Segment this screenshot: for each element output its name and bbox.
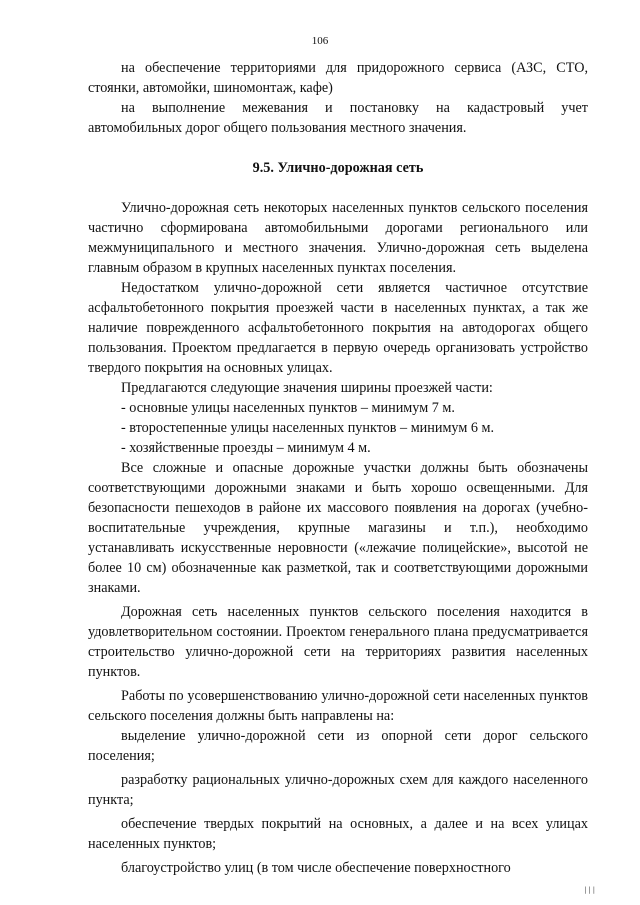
- paragraph: Улично-дорожная сеть некоторых населенных пунктов сельского поселения частично сформирована автомобильными дорогами регионального или межмуниципального и местного значения. Улично-дорожная сеть выделена главным образом в крупных населенных пунктах поселения.: [88, 200, 588, 276]
- paragraph: Все сложные и опасные дорожные участки должны быть обозначены соответствующими дорожными знаками и быть хорошо освещенными. Для безопасности пешеходов в районе их массового появления на дорогах (учебно-воспитательные учреждения, крупные магазины и т.п.), необходимо устанавливать искусственные неровности («лежачие полицейские», высотой не более 10 см) обозначенные как разметкой, так и соответствующими дорожными знаками.: [88, 460, 588, 596]
- section-heading: 9.5. Улично-дорожная сеть: [252, 160, 424, 176]
- paragraph: Предлагаются следующие значения ширины проезжей части:: [121, 380, 493, 396]
- list-item: - второстепенные улицы населенных пунктов – минимум 6 м.: [121, 420, 495, 436]
- paragraph: Дорожная сеть населенных пунктов сельского поселения находится в удовлетворительном состоянии. Проектом генерального плана предусматривается строительство улично-дорожной сети на территориях развития населенных пунктов.: [88, 604, 588, 680]
- document-body: [88, 58, 588, 878]
- list-item: - основные улицы населенных пунктов – минимум 7 м.: [121, 400, 455, 416]
- list-item: обеспечение твердых покрытий на основных, а далее и на всех улицах населенных пунктов;: [88, 816, 588, 852]
- list-item: разработку рациональных улично-дорожных схем для каждого населенного пункта;: [88, 772, 588, 808]
- page-number: 106: [311, 35, 329, 47]
- list-item: - хозяйственные проезды – минимум 4 м.: [121, 440, 371, 456]
- paragraph: на обеспечение территориями для придорожного сервиса (АЗС, СТО, стоянки, автомойки, шиномонтаж, кафе): [88, 60, 588, 96]
- list-item: выделение улично-дорожной сети из опорной сети дорог сельского поселения;: [88, 728, 588, 764]
- scan-mark: |||: [583, 886, 596, 894]
- paragraph: Недостатком улично-дорожной сети является частичное отсутствие асфальтобетонного покрытия проезжей части в населенных пунктах, а так же наличие поврежденного асфальтобетонного покрытия на автодорогах общего пользования. Проектом предлагается в первую очередь организовать устройство твердого покрытия на основных улицах.: [88, 280, 588, 376]
- paragraph: Работы по усовершенствованию улично-дорожной сети населенных пунктов сельского поселения должны быть направлены на:: [88, 688, 588, 724]
- list-item: благоустройство улиц (в том числе обеспечение поверхностного: [121, 860, 511, 876]
- paragraph: на выполнение межевания и постановку на кадастровый учет автомобильных дорог общего пользования местного значения.: [88, 100, 588, 136]
